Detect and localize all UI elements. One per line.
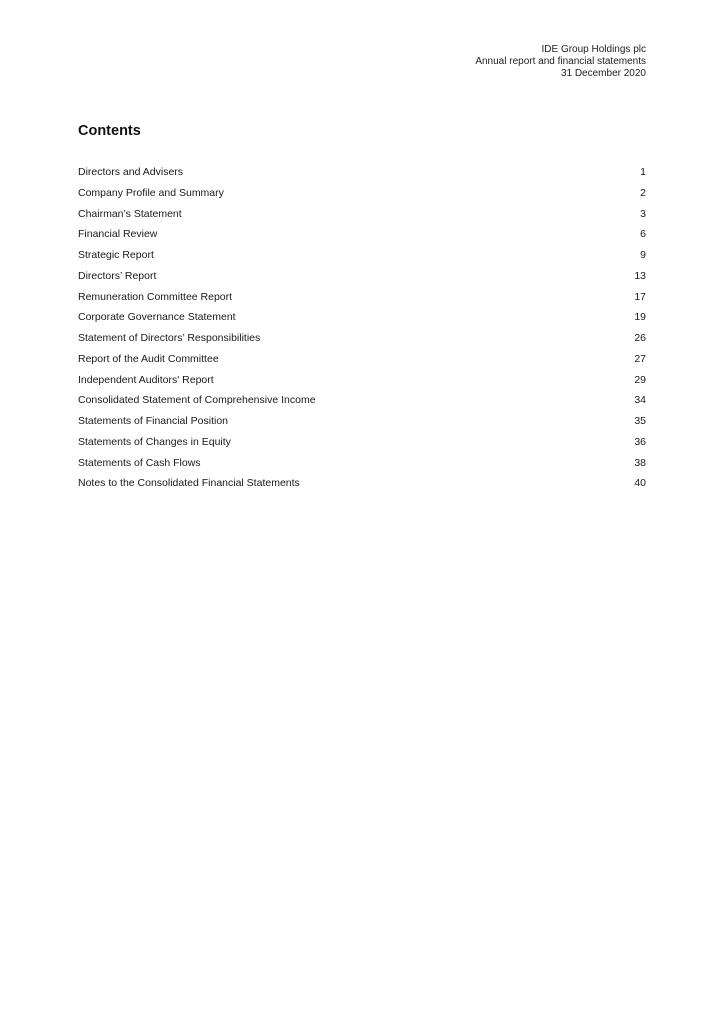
toc-entry[interactable]: [78, 352, 646, 373]
toc-entry-label: Financial Review: [78, 228, 158, 241]
toc-entry[interactable]: [78, 310, 646, 331]
toc-entry-label: Statements of Changes in Equity: [78, 435, 231, 448]
toc-entry-page-number: 27: [634, 352, 646, 365]
toc-entry-label: Remuneration Committee Report: [78, 290, 233, 303]
toc-entry-label: Directors’ Report: [78, 269, 157, 282]
toc-entry[interactable]: [78, 331, 646, 352]
toc-entry-page-number: 29: [634, 373, 646, 386]
toc-entry-page-number: 9: [640, 249, 646, 261]
toc-entry-label: Chairman’s Statement: [78, 207, 182, 220]
toc-entry[interactable]: [78, 248, 646, 269]
company-name: IDE Group Holdings plc: [541, 44, 646, 55]
toc-entry[interactable]: [78, 435, 646, 456]
toc-entry[interactable]: [78, 414, 646, 435]
toc-entry-label: Statements of Cash Flows: [78, 456, 201, 469]
toc-entry-page-number: 38: [634, 456, 646, 469]
toc-entry[interactable]: [78, 476, 646, 497]
toc-entry[interactable]: [78, 227, 646, 248]
toc-entry[interactable]: [78, 165, 646, 186]
page-title: Contents: [78, 123, 141, 139]
toc-entry-label: Independent Auditors' Report: [78, 373, 214, 386]
toc-entry-label: Corporate Governance Statement: [78, 311, 236, 324]
toc-entry-page-number: 40: [634, 477, 646, 490]
toc-entry-label: Strategic Report: [78, 249, 154, 261]
toc-entry-label: Statements of Financial Position: [78, 415, 228, 427]
toc-entry-label: Directors and Advisers: [78, 166, 184, 178]
report-date: 31 December 2020: [560, 68, 646, 79]
toc-entry-page-number: 19: [634, 311, 646, 324]
toc-entry-page-number: 2: [640, 186, 646, 199]
toc-entry-page-number: 1: [640, 166, 646, 178]
toc-entry-page-number: 13: [634, 269, 646, 282]
table-of-contents: [78, 165, 646, 497]
toc-entry-page-number: 36: [634, 435, 646, 448]
toc-entry-label: Company Profile and Summary: [78, 186, 224, 199]
toc-entry-label: Statement of Directors’ Responsibilities: [78, 332, 261, 344]
toc-entry-label: Notes to the Consolidated Financial Statements: [78, 477, 300, 490]
toc-entry[interactable]: [78, 373, 646, 394]
document-title: Annual report and financial statements: [475, 56, 646, 67]
toc-entry[interactable]: [78, 393, 646, 414]
toc-entry[interactable]: [78, 186, 646, 207]
page-header: [475, 44, 646, 80]
toc-entry-page-number: 17: [634, 290, 646, 303]
toc-entry-page-number: 34: [634, 394, 646, 407]
toc-entry-page-number: 35: [634, 415, 646, 427]
toc-entry-page-number: 3: [640, 207, 646, 220]
toc-entry[interactable]: [78, 290, 646, 311]
toc-entry-page-number: 6: [640, 228, 646, 241]
toc-entry-page-number: 26: [634, 332, 646, 344]
toc-entry-label: Consolidated Statement of Comprehensive Income: [78, 394, 316, 407]
toc-entry[interactable]: [78, 207, 646, 228]
toc-entry[interactable]: [78, 269, 646, 290]
toc-entry[interactable]: [78, 456, 646, 477]
toc-entry-label: Report of the Audit Committee: [78, 352, 219, 365]
